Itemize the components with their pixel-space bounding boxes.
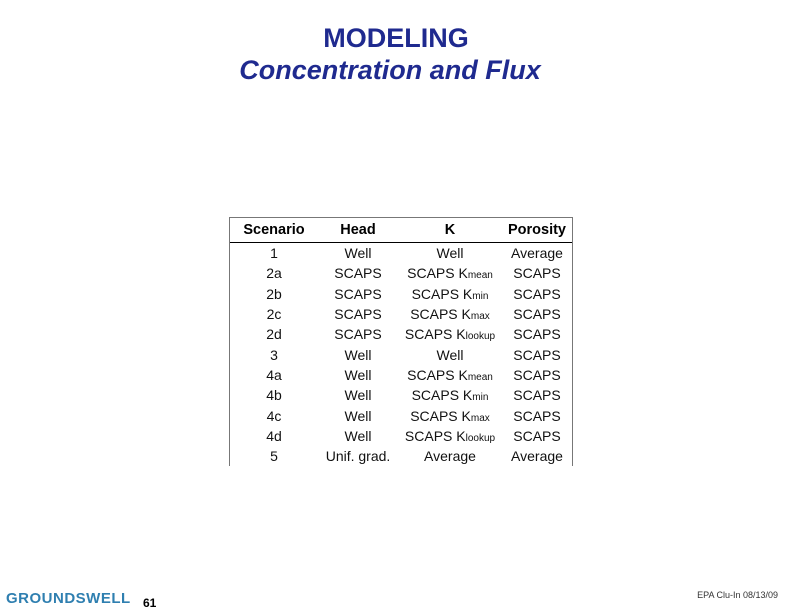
cell-scenario: 4a <box>266 366 282 383</box>
scenario-table-container <box>229 217 573 466</box>
k-value: SCAPS K <box>410 407 471 424</box>
slide-title-line2: Concentration and Flux <box>239 55 541 85</box>
cell-head: Well <box>344 387 372 404</box>
cell-head: Well <box>344 366 372 383</box>
k-value: SCAPS K <box>407 265 468 282</box>
cell-porosity: Average <box>511 448 563 465</box>
table-row <box>230 385 572 405</box>
cell-scenario: 5 <box>270 448 278 465</box>
cell-porosity: SCAPS <box>513 285 561 302</box>
cell-k <box>398 344 502 364</box>
cell-porosity: SCAPS <box>513 326 561 343</box>
cell-porosity: SCAPS <box>513 346 561 363</box>
cell-scenario: 2c <box>266 306 282 323</box>
cell-k <box>398 243 502 264</box>
k-value: SCAPS K <box>407 366 468 383</box>
table-row <box>230 344 572 364</box>
cell-scenario: 2b <box>266 285 282 302</box>
cell-k <box>398 324 502 344</box>
cell-head: Well <box>344 407 372 424</box>
table-row <box>230 263 572 283</box>
k-subscript: lookup <box>465 432 496 444</box>
header-porosity: Porosity <box>502 218 572 243</box>
k-value: Well <box>436 346 464 363</box>
table-row <box>230 284 572 304</box>
cell-scenario: 3 <box>270 346 278 363</box>
cell-porosity: SCAPS <box>513 407 561 424</box>
cell-scenario: 1 <box>270 245 278 262</box>
cell-k <box>398 263 502 283</box>
cell-scenario: 4b <box>266 387 282 404</box>
cell-porosity: SCAPS <box>513 427 561 444</box>
table-row <box>230 446 572 466</box>
k-value: Well <box>436 245 464 262</box>
k-subscript: max <box>470 311 490 323</box>
k-value: Average <box>424 448 476 465</box>
cell-head: Well <box>344 427 372 444</box>
k-subscript: min <box>472 290 489 302</box>
cell-porosity: SCAPS <box>513 306 561 323</box>
groundswell-logo: GROUNDSWELL <box>6 590 131 607</box>
cell-porosity: SCAPS <box>513 387 561 404</box>
page-number: 61 <box>143 596 157 610</box>
cell-k <box>398 365 502 385</box>
footer-note: EPA Clu-In 08/13/09 <box>697 590 778 600</box>
header-k: K <box>398 218 502 243</box>
cell-scenario: 4d <box>266 427 282 444</box>
cell-k <box>398 385 502 405</box>
table-row <box>230 324 572 344</box>
cell-k <box>398 405 502 425</box>
table-row <box>230 243 572 264</box>
cell-scenario: 2a <box>266 265 282 282</box>
k-subscript: min <box>472 392 489 404</box>
cell-k <box>398 426 502 446</box>
scenario-table <box>230 218 572 466</box>
cell-head: SCAPS <box>334 306 382 323</box>
cell-scenario: 2d <box>266 326 282 343</box>
header-scenario: Scenario <box>230 218 318 243</box>
table-body <box>230 243 572 467</box>
cell-head: Well <box>344 346 372 363</box>
cell-head: Unif. grad. <box>325 448 391 465</box>
cell-k <box>398 284 502 304</box>
k-subscript: lookup <box>465 331 496 343</box>
slide-title <box>0 22 792 86</box>
cell-head: SCAPS <box>334 265 382 282</box>
table-row <box>230 426 572 446</box>
k-subscript: max <box>470 412 490 424</box>
cell-head: Well <box>344 245 372 262</box>
k-value: SCAPS K <box>410 306 471 323</box>
cell-porosity: SCAPS <box>513 366 561 383</box>
k-value: SCAPS K <box>404 427 466 444</box>
cell-scenario: 4c <box>266 407 282 424</box>
k-value: SCAPS K <box>411 387 473 404</box>
cell-k <box>398 446 502 466</box>
table-row <box>230 365 572 385</box>
table-row <box>230 304 572 324</box>
slide-title-line1: MODELING <box>323 23 469 53</box>
table-row <box>230 405 572 425</box>
cell-head: SCAPS <box>334 285 382 302</box>
cell-k <box>398 304 502 324</box>
cell-porosity: Average <box>511 245 563 262</box>
k-value: SCAPS K <box>411 285 473 302</box>
k-value: SCAPS K <box>404 326 466 343</box>
cell-porosity: SCAPS <box>513 265 561 282</box>
k-subscript: mean <box>467 270 493 282</box>
table-header-row <box>230 218 572 243</box>
header-head: Head <box>318 218 398 243</box>
cell-head: SCAPS <box>334 326 382 343</box>
k-subscript: mean <box>467 371 493 383</box>
